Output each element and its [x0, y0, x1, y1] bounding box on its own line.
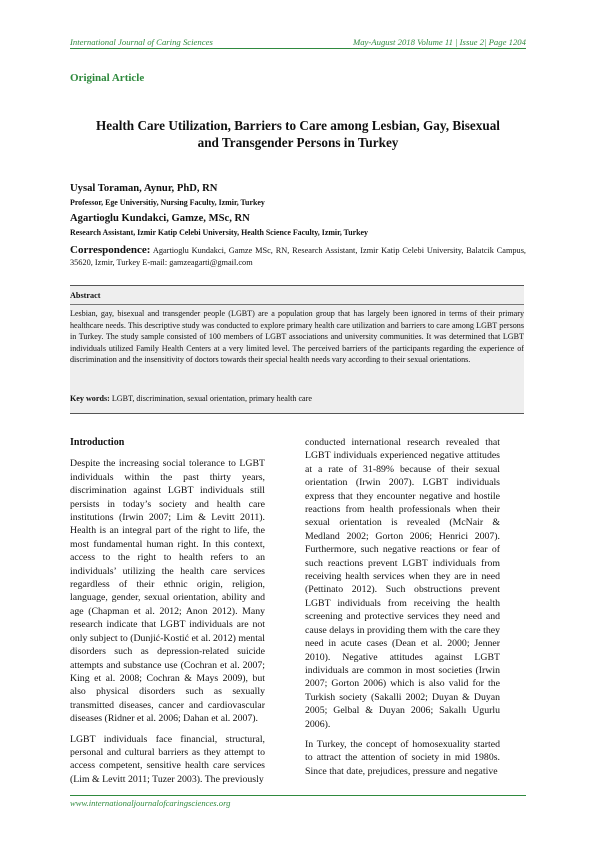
title-line-1: Health Care Utilization, Barriers to Care among Lesbian, Gay, Bisexual	[96, 118, 500, 133]
journal-name: International Journal of Caring Sciences	[70, 37, 213, 47]
keywords-label: Key words:	[70, 394, 110, 403]
issue-info: May-August 2018 Volume 11 | Issue 2| Page 1204	[352, 37, 526, 47]
introduction-heading: Introduction	[70, 437, 125, 448]
title-line-2: and Transgender Persons in Turkey	[197, 135, 399, 150]
abstract-divider	[70, 304, 524, 305]
correspondence	[70, 244, 526, 269]
body-paragraph: conducted international research revealed that LGBT individuals experienced negative attitudes at a rate of 31-89% because of their sexual orientation (Irwin 2007). LGBT individuals express that they encounter negative and hostile reactions from health professionals when their sexual orientation is revealed (McNair & Medland 2002; Gorton 2006; Henrici 2007). Furthermore, such negative reactions or fear of such reactions prevent LGBT individuals from receiving health services when they are in need (Pettinato 2012). Such obstructions prevent LGBT individuals from receiving the health screening and protective services they need and cause delays in providing them with the care they need in acute cases (Dean et al. 2000; Jenner 2010). Negative attitudes against LGBT individuals are common in most societies (Irwin 2007; Gorton 2006) which is also valid for the Turkish society (Sakalli 2002; Duyan & Duyan 2005; Gelbal & Duyan 2006; Sakallı Ugurlu 2006).	[305, 437, 500, 730]
author-1-name: Uysal Toraman, Aynur, PhD, RN	[70, 183, 218, 194]
correspondence-text: Agartioglu Kundakci, Gamze MSc, RN, Research Assistant, Izmir Katip Celebi University, Balatcik Campus, 35620, Izmir, Turkey E-mail: gamzeagarti@gmail.com	[70, 246, 526, 267]
author-2-name: Agartioglu Kundakci, Gamze, MSc, RN	[70, 213, 250, 224]
header-divider	[70, 48, 526, 49]
keywords-text: LGBT, discrimination, sexual orientation, primary health care	[111, 394, 312, 403]
body-paragraph: In Turkey, the concept of homosexuality started to attract the attention of society in mid 1980s. Since that date, prejudices, pressure and negative	[305, 738, 500, 777]
author-2-affiliation: Research Assistant, Izmir Katip Celebi University, Health Science Faculty, Izmir, Turkey	[70, 228, 368, 237]
footer-divider	[70, 795, 526, 796]
author-1-affiliation: Professor, Ege Universitiy, Nursing Faculty, Izmir, Turkey	[70, 198, 265, 207]
body-paragraph: Despite the increasing social tolerance to LGBT individuals within the past thirty years, discrimination against LGBT individuals still persists in today’s society and health care institutions (Irwin 2007; Lim & Levitt 2011). Health is an integral part of the right to life, the most fundamental human right. In this context, access to the right to health refers to an individuals’ utilizing the health care services regardless of their ethnic origin, religion, language, gender, sexual orientation, ability and age (Chapman et al. 2012; Anon 2012). Many research indicate that LGBT individuals are not only subject to (Dunjić-Kostić et al. 2012) mental disorders such as depression-related suicide attempts and substance use (Cochran et al. 2007; King et al. 2008; Cochran & Mays 2009), but also physical disorders such as sexually transmitted diseases, cancer and cardiovascular diseases (Ridner et al. 2006; Dahan et al. 2007).	[70, 458, 265, 725]
body-column-right	[305, 436, 500, 785]
keywords	[70, 394, 524, 403]
article-type: Original Article	[70, 72, 145, 84]
abstract-text: Lesbian, gay, bisexual and transgender people (LGBT) are a population group that has largely been ignored in terms of their primary healthcare needs. This descriptive study was conducted to explore primary health care utilization and barriers to care among LGBT persons in Turkey. The study sample consisted of 100 members of LGBT associations and university communities. It was determined that LGBT individuals utilized Family Health Centers at a very limited level. The perceived barriers of the participants regarding the experience of discrimination and the insensitivity of doctors towards their special health needs vary according to their sexual orientations.	[70, 309, 524, 364]
article-title	[70, 117, 526, 151]
abstract-box	[70, 285, 524, 414]
body-column-left	[70, 436, 265, 793]
correspondence-label: Correspondence:	[70, 244, 151, 256]
abstract-heading: Abstract	[70, 291, 101, 300]
footer-url[interactable]: www.internationaljournalofcaringsciences.org	[70, 798, 231, 808]
body-paragraph: LGBT individuals face financial, structural, personal and cultural barriers as they attempt to access competent, sensitive health care services (Lim & Levitt 2011; Tuzer 2003). The previously	[70, 733, 265, 785]
